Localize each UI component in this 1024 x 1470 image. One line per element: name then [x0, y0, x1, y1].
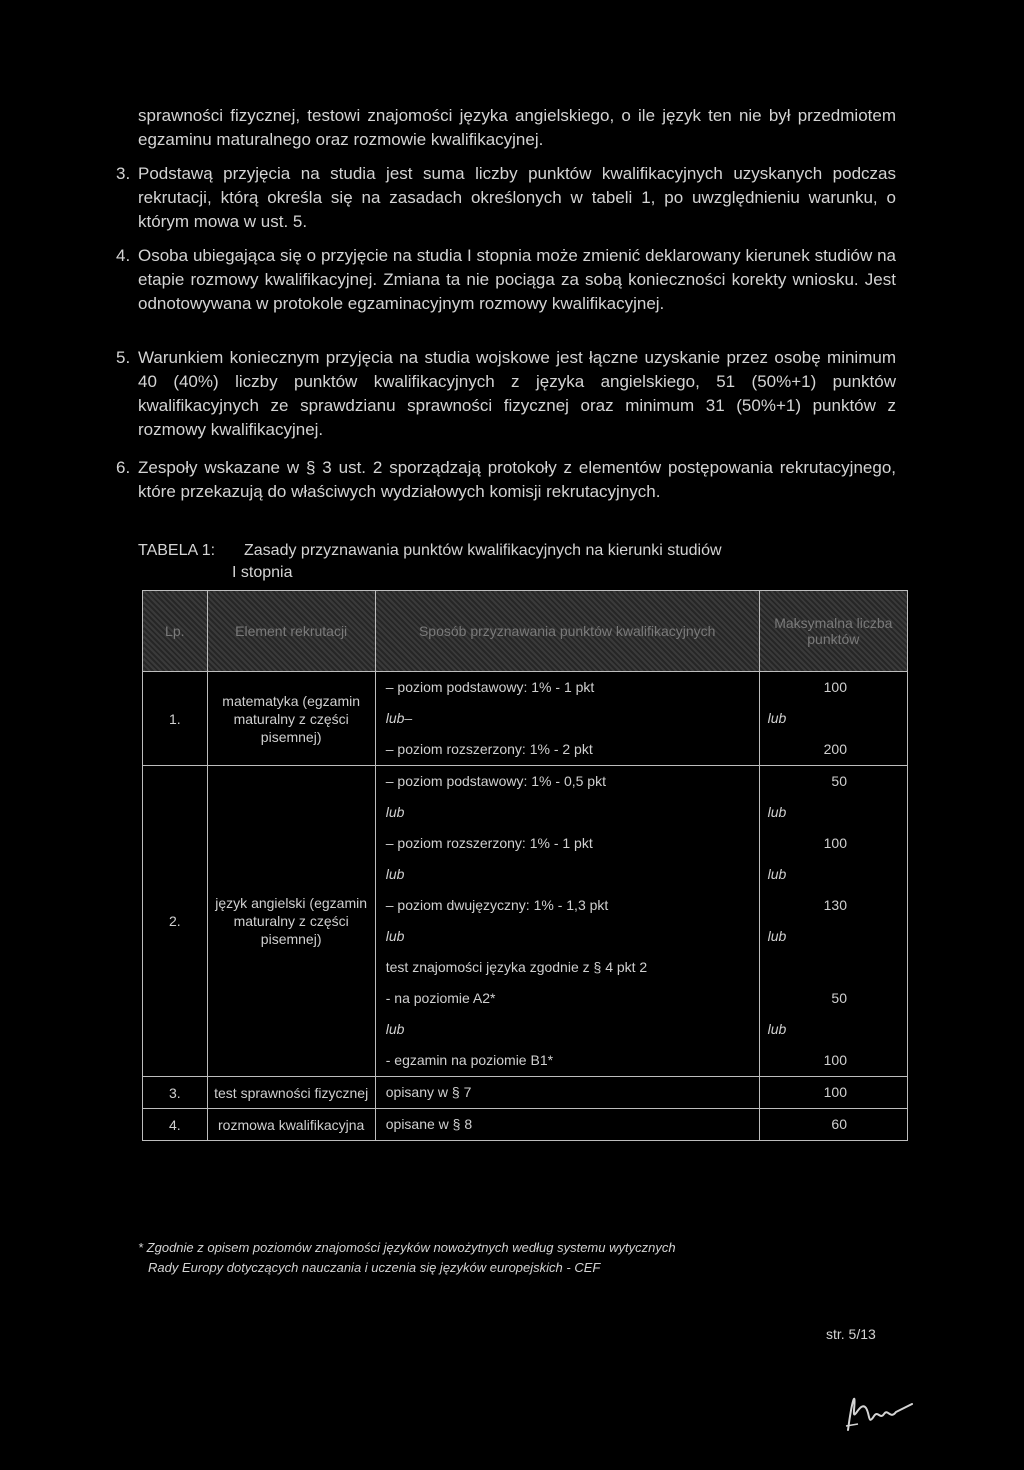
points-value: 100	[823, 835, 847, 851]
points-value: 100	[823, 679, 847, 695]
points-line	[760, 797, 907, 828]
paragraph-6	[116, 456, 896, 504]
paragraph-5-number: 5.	[116, 348, 131, 367]
cell-max-points	[759, 766, 907, 1077]
paragraph-6-text: Zespoły wskazane w § 3 ust. 2 sporządzają protokoły z elementów postępowania rekrutacyjnego, które przekazują do właściwych wydziałowych komisji rekrutacyjnych.	[138, 458, 896, 501]
method-line: – poziom rozszerzony: 1% - 2 pkt	[385, 741, 593, 757]
paragraph-5	[116, 346, 896, 442]
points-line	[760, 983, 907, 1014]
cell-lp: 3.	[143, 1077, 208, 1109]
points-value: 130	[823, 897, 847, 913]
points-line	[760, 1014, 907, 1045]
paragraph-intro	[138, 104, 896, 152]
header-method: Sposób przyznawania punktów kwalifikacyjnych	[375, 591, 759, 672]
footnote	[138, 1238, 898, 1278]
method-line: lub	[385, 866, 405, 882]
cell-lp: 2.	[143, 766, 208, 1077]
signature-icon	[838, 1380, 918, 1440]
paragraph-intro-text: sprawności fizycznej, testowi znajomości języka angielskiego, o ile język ten nie był przedmiotem egzaminu maturalnego oraz rozmowie kwalifikacyjnej.	[138, 106, 896, 149]
method-line: – poziom dwujęzyczny: 1% - 1,3 pkt	[385, 897, 609, 913]
table-caption-lead: TABELA 1:	[138, 542, 216, 559]
header-element: Element rekrutacji	[207, 591, 375, 672]
points-line	[760, 1109, 907, 1140]
points-value: 100	[823, 1084, 847, 1100]
table-caption	[138, 540, 898, 584]
points-value: 50	[831, 990, 847, 1006]
points-line	[760, 766, 907, 797]
paragraph-4	[116, 244, 896, 316]
footnote-line2: Rady Europy dotyczących nauczania i uczenia się języków europejskich - CEF	[148, 1260, 601, 1275]
points-value: 50	[831, 773, 847, 789]
points-line	[760, 890, 907, 921]
method-line: – poziom rozszerzony: 1% - 1 pkt	[385, 835, 593, 851]
points-line	[760, 952, 907, 983]
cell-max-points	[759, 1109, 907, 1141]
table-body	[143, 672, 908, 1141]
points-line	[760, 828, 907, 859]
method-line: test znajomości języka zgodnie z § 4 pkt 2	[385, 959, 648, 975]
points-line	[760, 1077, 907, 1108]
points-lub: lub	[767, 1021, 787, 1037]
cell-element: test sprawności fizycznej	[207, 1077, 375, 1109]
cell-element: matematyka (egzamin maturalny z części pisemnej)	[207, 672, 375, 766]
table-row	[143, 1109, 908, 1141]
table-row	[143, 672, 908, 766]
method-line: – poziom podstawowy: 1% - 0,5 pkt	[385, 773, 606, 789]
cell-method	[375, 1077, 759, 1109]
points-lub: lub	[767, 804, 787, 820]
points-value: 200	[823, 741, 847, 757]
points-line	[760, 703, 907, 734]
paragraph-3-number: 3.	[116, 164, 131, 183]
cell-element: rozmowa kwalifikacyjna	[207, 1109, 375, 1141]
cell-method	[375, 766, 759, 1077]
footnote-line1: * Zgodnie z opisem poziomów znajomości języków nowożytnych według systemu wytycznych	[138, 1240, 676, 1255]
cell-lp: 1.	[143, 672, 208, 766]
points-lub: lub	[767, 866, 787, 882]
paragraph-5-text: Warunkiem koniecznym przyjęcia na studia wojskowe jest łączne uzyskanie przez osobę minimum 40 (40%) liczby punktów kwalifikacyjnych z języka angielskiego, 51 (50%+1) punktów kwalifikacyjnych ze sprawdzianu sprawności fizycznej oraz minimum 31 (50%+1) punktów z rozmowy kwalifikacyjnej.	[138, 348, 896, 439]
method-line: lub	[385, 804, 405, 820]
points-table	[142, 590, 908, 1141]
page-number: str. 5/13	[826, 1326, 876, 1342]
points-line	[760, 672, 907, 703]
points-value: 100	[823, 1052, 847, 1068]
paragraph-4-number: 4.	[116, 246, 131, 265]
header-lp: Lp.	[143, 591, 208, 672]
points-line	[760, 921, 907, 952]
cell-method	[375, 1109, 759, 1141]
cell-lp: 4.	[143, 1109, 208, 1141]
method-line: opisany w § 7	[385, 1084, 472, 1100]
method-line: lub	[385, 928, 405, 944]
points-line	[760, 734, 907, 765]
paragraph-3-text: Podstawą przyjęcia na studia jest suma liczby punktów kwalifikacyjnych uzyskanych podczas rekrutacji, którą określa się na zasadach określonych w tabeli 1, po uwzględnieniu warunku, o którym mowa w ust. 5.	[138, 164, 896, 231]
signature-image	[838, 1380, 918, 1445]
method-line: – poziom podstawowy: 1% - 1 pkt	[385, 679, 595, 695]
header-max-points: Maksymalna liczba punktów	[759, 591, 907, 672]
method-line: opisane w § 8	[385, 1116, 473, 1132]
table-header-row	[143, 591, 908, 672]
points-line	[760, 859, 907, 890]
paragraph-6-number: 6.	[116, 458, 131, 477]
cell-element: język angielski (egzamin maturalny z części pisemnej)	[207, 766, 375, 1077]
cell-max-points	[759, 672, 907, 766]
method-line: lub–	[385, 710, 413, 726]
table-row	[143, 1077, 908, 1109]
table-caption-line2: I stopnia	[232, 564, 293, 581]
points-lub: lub	[767, 710, 787, 726]
points-lub: lub	[767, 928, 787, 944]
method-line: lub	[385, 1021, 405, 1037]
points-value: 60	[831, 1116, 847, 1132]
table-caption-line1: Zasady przyznawania punktów kwalifikacyjnych na kierunki studiów	[244, 542, 722, 559]
cell-method	[375, 672, 759, 766]
paragraph-4-text: Osoba ubiegająca się o przyjęcie na studia I stopnia może zmienić deklarowany kierunek studiów na etapie rozmowy kwalifikacyjnej. Zmiana ta nie pociąga za sobą konieczności korekty wniosku. Jest odnotowywana w protokole egzaminacyjnym rozmowy kwalifikacyjnej.	[138, 246, 896, 313]
method-line: - egzamin na poziomie B1*	[385, 1052, 554, 1068]
cell-max-points	[759, 1077, 907, 1109]
points-line	[760, 1045, 907, 1076]
table-row	[143, 766, 908, 1077]
method-line: - na poziomie A2*	[385, 990, 496, 1006]
paragraph-3	[116, 162, 896, 234]
